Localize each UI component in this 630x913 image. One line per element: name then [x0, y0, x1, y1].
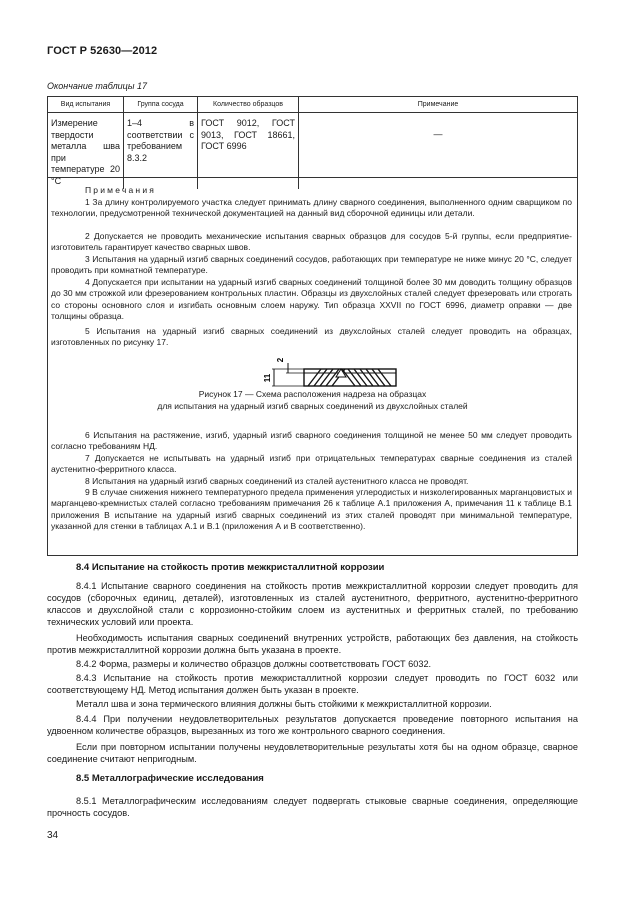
- para-8-4-4: 8.4.4 При получении неудовлетворительных результатов допускается проведение повторного испытания на удвоенном количестве образцов, вырезанных из того же контрольного сварного соединения.: [47, 714, 578, 737]
- section-8-5-title: 8.5 Металлографические исследования: [76, 773, 264, 784]
- para-8-4-2: 8.4.2 Форма, размеры и количество образцов должны соответствовать ГОСТ 6032.: [76, 659, 432, 669]
- figure-17-notch-diagram: [258, 353, 408, 393]
- col-sample-count: Количество образцов: [198, 97, 299, 113]
- note-7: 7 Допускается не испытывать на ударный изгиб при отрицательных температурах сварные соединения из сталей аустенитно-ферритного класса.: [51, 453, 572, 475]
- table-notes: [47, 177, 578, 556]
- table-17: [47, 96, 578, 189]
- para-8-4-3-b: Металл шва и зона термического влияния должны быть стойкими к межкристаллитной коррозии.: [76, 699, 492, 709]
- note-4: 4 Допускается при испытании на ударный изгиб сварных соединений толщиной более 30 мм доводить толщину образцов до 30 мм строжкой или фрезерованием контрольных пластин. Образцы из двухслойных сталей следует фрезеровать или строгать со стороны основного слоя и изгибать основным слоем наружу. Тип образца XXVII по ГОСТ 6996, диаметр оправки — две толщины образца.: [51, 277, 572, 321]
- note-2: 2 Допускается не проводить механические испытания сварных образцов для сосудов 5-й группы, если предприятие-изготовитель гарантирует качество сварных швов.: [51, 231, 572, 253]
- para-8-4-3: 8.4.3 Испытание на стойкость против межкристаллитной коррозии следует проводить по ГОСТ 6032 или соответствующему НД. Метод испытания должен быть указан в проекте.: [47, 673, 578, 696]
- col-test-type: Вид испытания: [48, 97, 124, 113]
- note-1: 1 За длину контролируемого участка следует принимать длину сварного соединения, выполненного одним сварщиком по технологии, предусмотренной технической документацией на данный вид сборочной единицы или детали.: [51, 197, 572, 219]
- fig-dimension-2: 2: [276, 357, 285, 363]
- document-header: ГОСТ Р 52630—2012: [47, 45, 158, 57]
- para-8-5-1: 8.5.1 Металлографическим исследованиям следует подвергать стыковые сварные соединения, определяющие прочность сосудов.: [47, 796, 578, 819]
- note-8: 8 Испытания на ударный изгиб сварных соединений из сталей аустенитного класса не проводят.: [85, 476, 469, 486]
- page-number: 34: [47, 830, 59, 841]
- cell-group: 1–4 в соответствии с требованием 8.3.2: [124, 113, 198, 190]
- figure-caption-line-1: Рисунок 17 — Схема расположения надреза на образцах: [198, 389, 427, 399]
- note-5: 5 Испытания на ударный изгиб сварных соединений из двухслойных сталей следует проводить на образцах, изготовленных по рисунку 17.: [51, 326, 572, 348]
- table-caption: Окончание таблицы 17: [47, 81, 147, 91]
- para-8-4-1: 8.4.1 Испытание сварного соединения на стойкость против межкристаллитной коррозии следует проводить для сосудов (сборочных единиц, деталей), изготовленных из сталей аустенитного, ферритного, аустенитно-ферритного классов и двухслойной стали с коррозионно-стойким слоем из аустенитных и ферритных сталей, по требованию технических условий или проекта.: [47, 581, 578, 628]
- para-8-4-1-b: Необходимость испытания сварных соединений внутренних устройств, работающих без давления, на стойкость против межкристаллитной коррозии должна быть указана в проекте.: [47, 633, 578, 656]
- section-8-4-title: 8.4 Испытание на стойкость против межкристаллитной коррозии: [76, 562, 385, 573]
- col-note: Примечание: [299, 97, 578, 113]
- fig-dimension-11: 11: [263, 373, 272, 383]
- cell-count: ГОСТ 9012, ГОСТ 9013, ГОСТ 18661, ГОСТ 6996: [198, 113, 299, 190]
- note-3: 3 Испытания на ударный изгиб сварных соединений сосудов, работающих при температуре не ниже минус 20 °C, следует проводить при комнатной температуре.: [51, 254, 572, 276]
- table-header-row: [48, 97, 578, 113]
- notes-title: Примечания: [85, 185, 157, 195]
- cell-note: —: [299, 113, 578, 190]
- figure-caption-line-2: для испытания на ударный изгиб сварных соединений из двухслойных сталей: [157, 401, 468, 411]
- col-vessel-group: Группа сосуда: [124, 97, 198, 113]
- note-9: 9 В случае снижения нижнего температурного предела применения углеродистых и низколегированных марганцовистых и марганцево-кремнистых сталей согласно требованиям примечания 26 к таблице А.1 приложения А, примечания 11 к таблице В.1 приложения В испытание на ударный изгиб сварных соединений из этих сталей проводят при минимальной температуре, указанной для стенки в таблицах А.1 и В.1 (приложения А и В соответственно).: [51, 487, 572, 531]
- note-6: 6 Испытания на растяжение, изгиб, ударный изгиб сварного соединения толщиной не менее 50 мм следует проводить согласно требованиям НД.: [51, 430, 572, 452]
- para-8-4-4-b: Если при повторном испытании получены неудовлетворительные результаты хотя бы на одном образце, сварное соединение считают непригодным.: [47, 742, 578, 765]
- cell-test: Измерение твердости металла шва при температуре 20 °C: [48, 113, 124, 190]
